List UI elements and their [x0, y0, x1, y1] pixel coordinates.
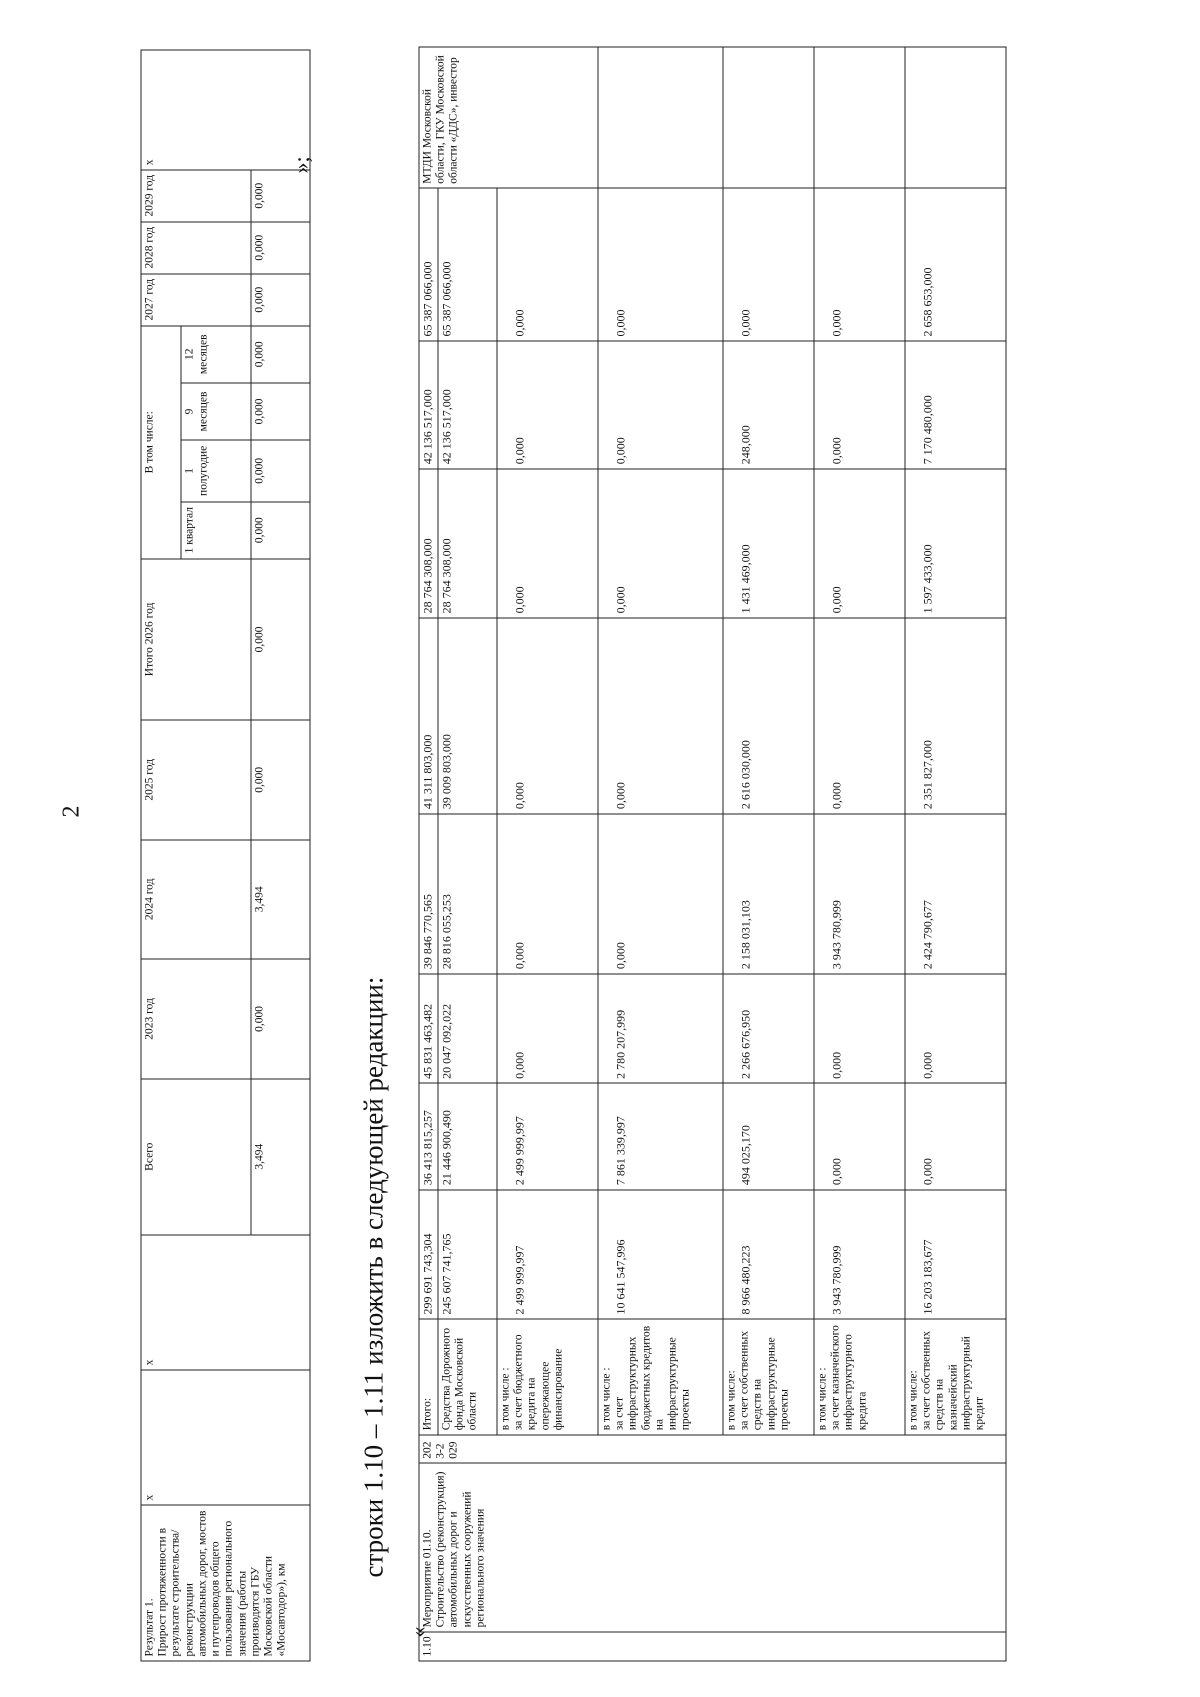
amount-y2023: 2 499 999,997 — [497, 1083, 598, 1189]
amount-y2026: 0,000 — [814, 617, 905, 813]
closing-quote: »; — [288, 155, 313, 173]
amount-total: 8 966 480,223 — [723, 1189, 814, 1318]
amount-y2029: 0,000 — [598, 188, 723, 341]
funding-source: в том числе: за счет собственных средств на инфраструктурные проекты — [723, 1318, 814, 1434]
funding-source: в том числе: за счет собственных средств на казначейский инфраструктурный кредит — [905, 1318, 1006, 1434]
amount-y2023: 36 413 815,257 — [419, 1083, 438, 1189]
value-9m: 0,000 — [251, 382, 310, 439]
event-table — [418, 46, 1006, 1661]
amount-y2029: 0,000 — [723, 188, 814, 341]
amount-y2027: 0,000 — [814, 468, 905, 617]
amount-y2028: 0,000 — [814, 341, 905, 469]
amount-y2029: 2 658 653,000 — [905, 188, 1006, 341]
amount-y2024: 0,000 — [905, 973, 1006, 1083]
responsible-cell — [598, 47, 723, 188]
value-2024: 3,494 — [251, 839, 310, 959]
table-row — [419, 47, 438, 1661]
header-2023: 2023 год — [141, 959, 251, 1079]
value-h1: 0,000 — [251, 440, 310, 502]
amount-y2028: 0,000 — [497, 341, 598, 469]
amount-y2027: 1 597 433,000 — [905, 468, 1006, 617]
amount-y2026: 0,000 — [497, 617, 598, 813]
amount-y2025: 39 846 770,565 — [419, 813, 438, 973]
header-total-2026: Итого 2026 год — [141, 558, 251, 719]
amount-y2024: 20 047 092,022 — [438, 973, 497, 1083]
amount-y2023: 494 025,170 — [723, 1083, 814, 1189]
amount-y2025: 3 943 780,999 — [814, 813, 905, 973]
amount-y2029: 65 387 066,000 — [438, 188, 497, 341]
funding-source: в том числе : за счет инфраструктурных бюджетных кредитов на инфраструктурные проекты — [598, 1318, 723, 1434]
amount-y2024: 45 831 463,482 — [419, 973, 438, 1083]
header-2024: 2024 год — [141, 839, 251, 959]
amount-total: 245 607 741,765 — [438, 1189, 497, 1318]
amount-y2026: 2 616 030,000 — [723, 617, 814, 813]
amount-y2028: 42 136 517,000 — [419, 341, 438, 469]
result-label: Результат 1. Прирост протяженности в результате строительства/ реконструкции автомобильных дорог, мостов и путепроводов общего пользования регионального значения (работы производятся ГБУ Московской области «Мосавтодор»), км — [141, 1505, 310, 1661]
amount-y2025: 0,000 — [598, 813, 723, 973]
amount-y2029: 65 387 066,000 — [419, 188, 438, 341]
amount-y2024: 0,000 — [814, 973, 905, 1083]
responsible-cell — [905, 47, 1006, 188]
amount-y2026: 0,000 — [598, 617, 723, 813]
value-2029: 0,000 — [251, 169, 310, 221]
funding-source: Средства Дорожного фонда Московской области — [438, 1318, 497, 1434]
opening-quote: « — [405, 1626, 430, 1637]
amount-y2024: 2 780 207,999 — [598, 973, 723, 1083]
amount-y2026: 39 009 803,000 — [438, 617, 497, 813]
amendment-caption: строки 1.10 – 1.11 изложить в следующей редакции: — [358, 976, 388, 1577]
table-row — [905, 47, 1006, 1661]
responsible-cell — [814, 47, 905, 188]
table-row — [497, 47, 598, 1661]
amount-y2025: 0,000 — [497, 813, 598, 973]
funding-source: Итого: — [419, 1318, 438, 1434]
amount-y2028: 0,000 — [598, 341, 723, 469]
responsible-cell — [723, 47, 814, 188]
table-row — [438, 47, 497, 1661]
header-q1: 1 квартал — [181, 501, 251, 558]
amount-y2027: 28 764 308,000 — [438, 468, 497, 617]
amount-total: 3 943 780,999 — [814, 1189, 905, 1318]
amount-y2028: 248,000 — [723, 341, 814, 469]
header-including: В том числе: — [141, 325, 181, 558]
x-cell: х — [141, 1234, 310, 1369]
amount-total: 10 641 547,996 — [598, 1189, 723, 1318]
header-2029: 2029 год — [141, 169, 251, 221]
header-2027: 2027 год — [141, 273, 251, 325]
amount-y2028: 42 136 517,000 — [438, 341, 497, 469]
table-row — [814, 47, 905, 1661]
amount-y2027: 28 764 308,000 — [419, 468, 438, 617]
header-2028: 2028 год — [141, 221, 251, 273]
amount-total: 299 691 743,304 — [419, 1189, 438, 1318]
amount-y2028: 7 170 480,000 — [905, 341, 1006, 469]
table-row — [723, 47, 814, 1661]
amount-y2023: 0,000 — [814, 1083, 905, 1189]
header-total: Всего — [141, 1078, 251, 1234]
event-name: Мероприятие 01.10. Строительство (реконструкция) автомобильных дорог и искусственных сооружений регионального значения — [419, 1463, 1006, 1632]
amount-y2029: 0,000 — [497, 188, 598, 341]
amount-y2026: 41 311 803,000 — [419, 617, 438, 813]
amount-y2025: 28 816 055,253 — [438, 813, 497, 973]
amount-y2027: 0,000 — [497, 468, 598, 617]
value-total: 3,494 — [251, 1078, 310, 1234]
value-12m: 0,000 — [251, 325, 310, 382]
amount-y2024: 2 266 676,950 — [723, 973, 814, 1083]
event-period: 2023-2029 — [419, 1434, 1006, 1463]
amount-y2027: 0,000 — [598, 468, 723, 617]
x-cell: х — [141, 50, 310, 170]
value-q1: 0,000 — [251, 501, 310, 558]
amount-total: 16 203 183,677 — [905, 1189, 1006, 1318]
amount-total: 2 499 999,997 — [497, 1189, 598, 1318]
amount-y2025: 2 424 790,677 — [905, 813, 1006, 973]
value-2027: 0,000 — [251, 273, 310, 325]
value-2025: 0,000 — [251, 719, 310, 839]
amount-y2027: 1 431 469,000 — [723, 468, 814, 617]
amount-y2023: 21 446 900,490 — [438, 1083, 497, 1189]
amount-y2023: 0,000 — [905, 1083, 1006, 1189]
value-2023: 0,000 — [251, 959, 310, 1079]
funding-source: в том числе : за счет казначейского инфраструктурного кредита — [814, 1318, 905, 1434]
amount-y2026: 2 351 827,000 — [905, 617, 1006, 813]
result-table — [140, 49, 310, 1661]
header-2025: 2025 год — [141, 719, 251, 839]
funding-source: в том числе : за счет бюджетного кредита на опережающее финансирование — [497, 1318, 598, 1434]
page-number: 2 — [58, 805, 84, 817]
header-h1: 1 полугодие — [181, 440, 251, 502]
responsible-cell: МТДИ Московской области, ГКУ Московской области «ДДС», инвестор — [419, 47, 598, 188]
amount-y2023: 7 861 339,997 — [598, 1083, 723, 1189]
event-number: 1.10 — [419, 1631, 1006, 1660]
table-row — [598, 47, 723, 1661]
value-2028: 0,000 — [251, 221, 310, 273]
header-9m: 9 месяцев — [181, 382, 251, 439]
value-total-2026: 0,000 — [251, 558, 310, 719]
amount-y2025: 2 158 031,103 — [723, 813, 814, 973]
x-cell: х — [141, 1369, 310, 1504]
amount-y2024: 0,000 — [497, 973, 598, 1083]
amount-y2029: 0,000 — [814, 188, 905, 341]
header-12m: 12 месяцев — [181, 325, 251, 382]
